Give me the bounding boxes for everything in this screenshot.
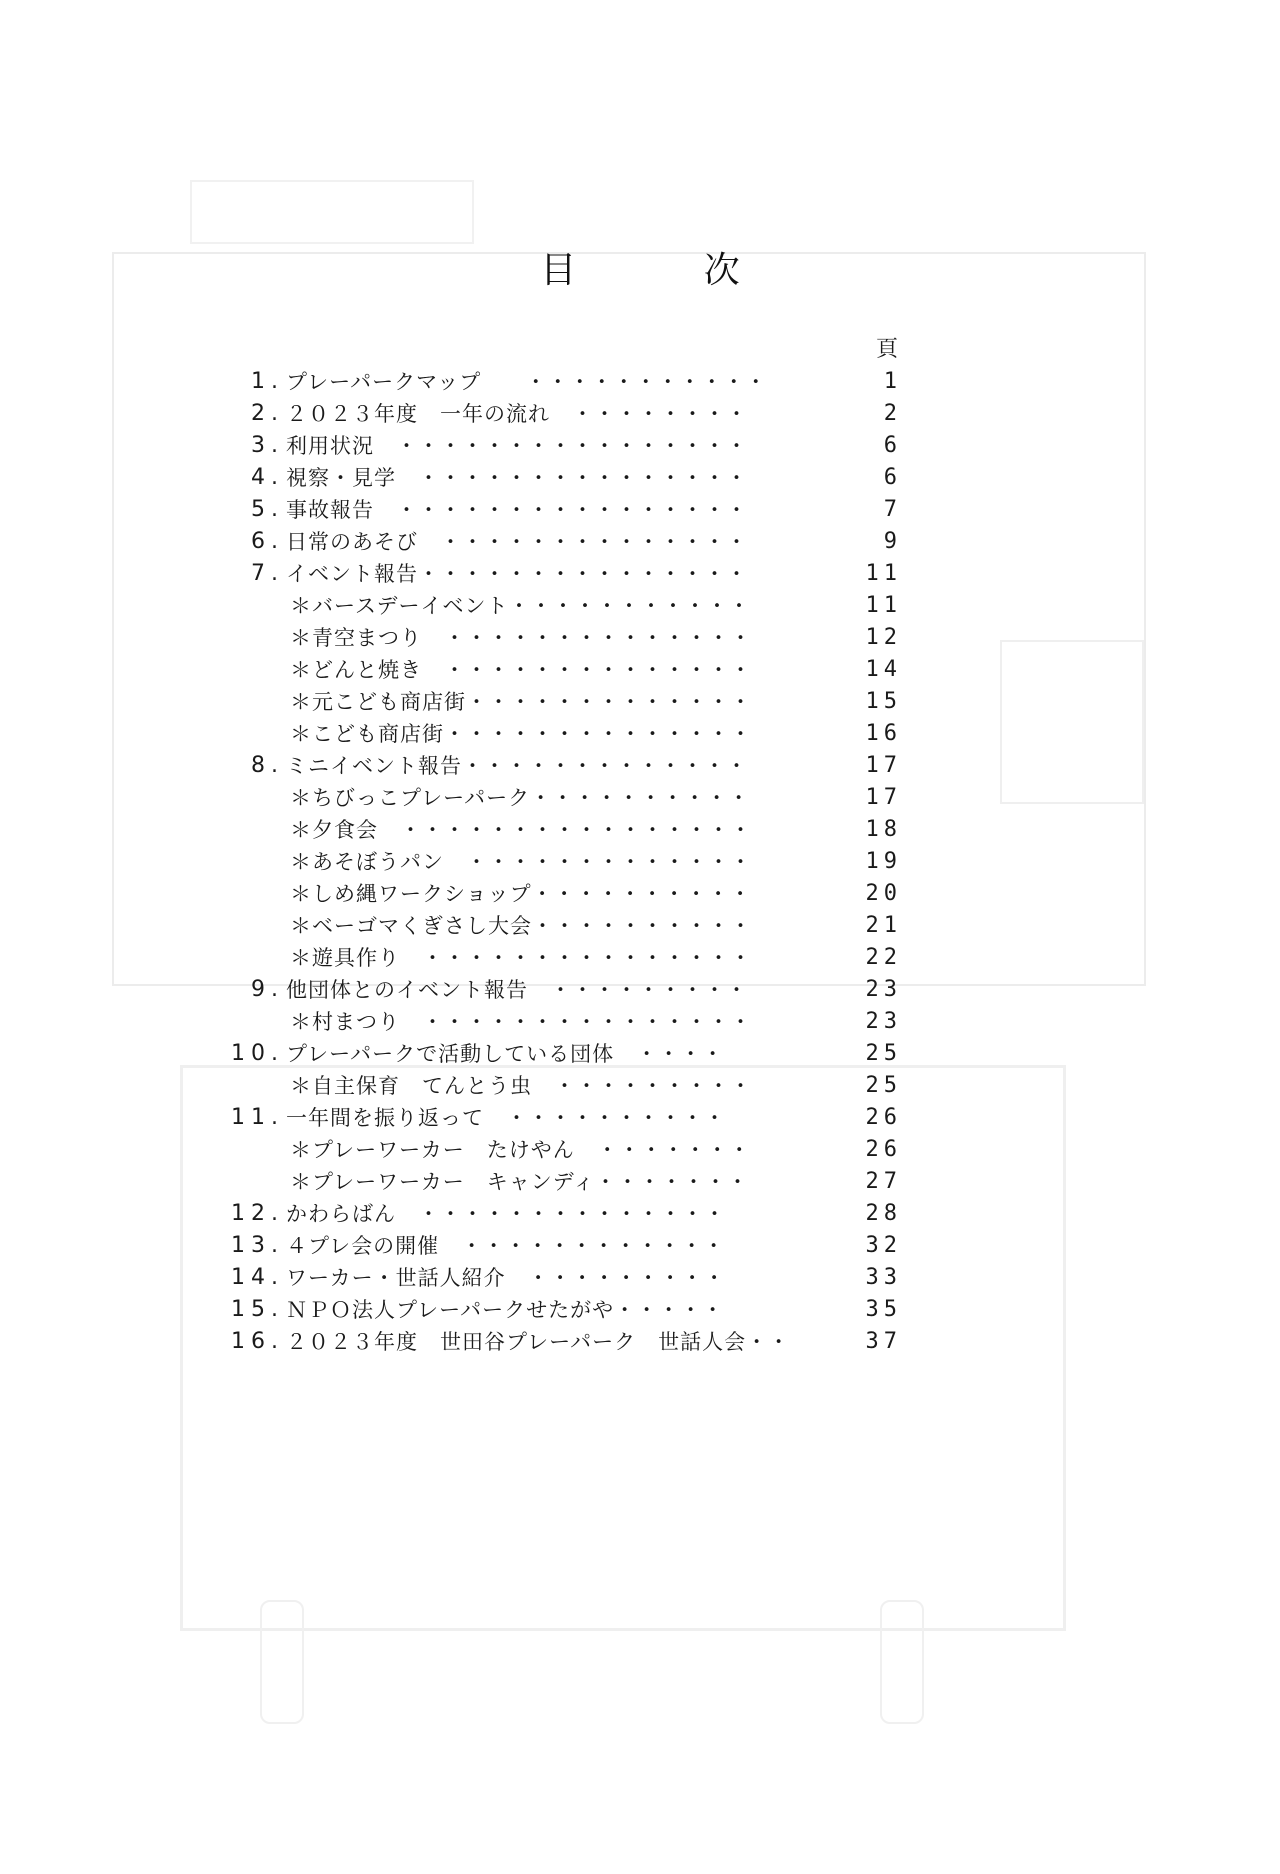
entry-label: ワーカー・世話人紹介 ・・・・・・・・・ — [286, 1266, 726, 1290]
toc-entry — [212, 1230, 902, 1262]
entry-page-number: 9 — [883, 529, 902, 554]
entry-page-number: 11 — [865, 561, 902, 586]
entry-label: 一年間を振り返って ・・・・・・・・・・ — [286, 1106, 726, 1130]
toc-entry — [212, 558, 902, 590]
entry-page-number: 28 — [865, 1201, 902, 1226]
entry-number: 4. — [251, 465, 284, 490]
entry-page-number: 2 — [883, 401, 902, 426]
entry-number: 9. — [251, 977, 284, 1002]
entry-label: 視察・見学 ・・・・・・・・・・・・・・・ — [286, 466, 748, 490]
toc-subentry — [212, 654, 902, 686]
toc-subentry — [212, 1070, 902, 1102]
toc-entry — [212, 1262, 902, 1294]
entry-page-number: 1 — [883, 369, 902, 394]
entry-label: ＊青空まつり ・・・・・・・・・・・・・・ — [290, 626, 752, 650]
toc-entry-list — [212, 366, 902, 1358]
entry-number: 1. — [251, 369, 284, 394]
entry-page-number: 22 — [865, 945, 902, 970]
entry-page-number: 25 — [865, 1041, 902, 1066]
toc-entry — [212, 494, 902, 526]
toc-entry — [212, 1102, 902, 1134]
entry-page-number: 23 — [865, 977, 902, 1002]
entry-label: ＊あそぼうパン ・・・・・・・・・・・・・ — [290, 850, 752, 874]
entry-label: ＊ちびっこプレーパーク・・・・・・・・・・ — [290, 786, 751, 810]
entry-label: ＊こども商店街・・・・・・・・・・・・・・ — [290, 722, 752, 746]
toc-entry — [212, 1326, 902, 1358]
entry-label: ４プレ会の開催 ・・・・・・・・・・・・ — [286, 1234, 726, 1258]
entry-label: ２０２３年度 一年の流れ ・・・・・・・・ — [286, 402, 748, 426]
entry-label: ＊ベーゴマくぎさし大会・・・・・・・・・・ — [290, 914, 752, 938]
entry-label: 日常のあそび ・・・・・・・・・・・・・・ — [286, 530, 748, 554]
entry-page-number: 25 — [865, 1073, 902, 1098]
toc-entry — [212, 462, 902, 494]
entry-number: 12. — [231, 1201, 284, 1226]
entry-page-number: 32 — [865, 1233, 902, 1258]
entry-label: ミニイベント報告・・・・・・・・・・・・・ — [286, 754, 748, 778]
entry-page-number: 12 — [865, 625, 902, 650]
entry-page-number: 16 — [865, 721, 902, 746]
entry-page-number: 23 — [865, 1009, 902, 1034]
entry-number: 14. — [231, 1265, 284, 1290]
entry-page-number: 15 — [865, 689, 902, 714]
entry-number: 5. — [251, 497, 284, 522]
show-through-frame — [880, 1600, 924, 1724]
table-of-contents — [212, 334, 902, 1358]
entry-label: 利用状況 ・・・・・・・・・・・・・・・・ — [286, 434, 748, 458]
entry-page-number: 26 — [865, 1105, 902, 1130]
entry-label: ２０２３年度 世田谷プレーパーク 世話人会・・ — [286, 1330, 791, 1354]
entry-page-number: 27 — [865, 1169, 902, 1194]
toc-subentry — [212, 686, 902, 718]
entry-number: 16. — [231, 1329, 284, 1354]
entry-page-number: 17 — [865, 753, 902, 778]
entry-number: 8. — [251, 753, 284, 778]
entry-label: ＊しめ縄ワークショップ・・・・・・・・・・ — [290, 882, 752, 906]
toc-subentry — [212, 1134, 902, 1166]
toc-subentry — [212, 622, 902, 654]
entry-label: ＊元こども商店街・・・・・・・・・・・・・ — [290, 690, 752, 714]
toc-subentry — [212, 910, 902, 942]
entry-page-number: 21 — [865, 913, 902, 938]
entry-label: 事故報告 ・・・・・・・・・・・・・・・・ — [286, 498, 748, 522]
entry-number: 13. — [231, 1233, 284, 1258]
entry-label: かわらばん ・・・・・・・・・・・・・・ — [286, 1202, 726, 1226]
entry-label: ＊自主保育 てんとう虫 ・・・・・・・・・ — [290, 1074, 752, 1098]
entry-page-number: 6 — [883, 433, 902, 458]
toc-entry — [212, 366, 902, 398]
entry-page-number: 35 — [865, 1297, 902, 1322]
entry-page-number: 18 — [865, 817, 902, 842]
entry-label: ＊どんと焼き ・・・・・・・・・・・・・・ — [290, 658, 752, 682]
entry-number: 3. — [251, 433, 284, 458]
entry-label: ＊プレーワーカー たけやん ・・・・・・・ — [290, 1138, 751, 1162]
toc-subentry — [212, 942, 902, 974]
entry-page-number: 20 — [865, 881, 902, 906]
toc-entry — [212, 430, 902, 462]
entry-label: プレーパークで活動している団体 ・・・・ — [286, 1042, 725, 1066]
toc-entry — [212, 750, 902, 782]
entry-label: ＊夕食会 ・・・・・・・・・・・・・・・・ — [290, 818, 752, 842]
entry-label: プレーパークマップ ・・・・・・・・・・・ — [286, 370, 768, 394]
show-through-frame — [260, 1600, 304, 1724]
entry-page-number: 14 — [865, 657, 902, 682]
toc-subentry — [212, 718, 902, 750]
entry-label: 他団体とのイベント報告 ・・・・・・・・・ — [286, 978, 748, 1002]
toc-subentry — [212, 782, 902, 814]
entry-label: ＊遊具作り ・・・・・・・・・・・・・・・ — [290, 946, 752, 970]
toc-entry — [212, 398, 902, 430]
entry-number: 7. — [251, 561, 284, 586]
entry-number: 2. — [251, 401, 284, 426]
entry-page-number: 37 — [865, 1329, 902, 1354]
entry-number: 6. — [251, 529, 284, 554]
entry-page-number: 6 — [883, 465, 902, 490]
toc-entry — [212, 1294, 902, 1326]
entry-page-number: 26 — [865, 1137, 902, 1162]
entry-label: イベント報告・・・・・・・・・・・・・・・ — [286, 562, 748, 586]
entry-page-number: 11 — [865, 593, 902, 618]
entry-page-number: 17 — [865, 785, 902, 810]
toc-entry — [212, 974, 902, 1006]
show-through-frame — [1000, 640, 1144, 804]
entry-page-number: 19 — [865, 849, 902, 874]
entry-page-number: 7 — [883, 497, 902, 522]
page-title: 目 次 — [540, 250, 798, 291]
toc-entry — [212, 526, 902, 558]
entry-number: 11. — [231, 1105, 284, 1130]
entry-number: 10. — [231, 1041, 284, 1066]
toc-entry — [212, 1198, 902, 1230]
entry-number: 15. — [231, 1297, 284, 1322]
page-column-heading: 頁 — [875, 337, 898, 362]
toc-subentry — [212, 1166, 902, 1198]
entry-page-number: 33 — [865, 1265, 902, 1290]
toc-subentry — [212, 878, 902, 910]
toc-subentry — [212, 590, 902, 622]
toc-subentry — [212, 814, 902, 846]
show-through-frame — [190, 180, 474, 244]
entry-label: ＊村まつり ・・・・・・・・・・・・・・・ — [290, 1010, 752, 1034]
entry-label: ＊バースデーイベント・・・・・・・・・・・ — [290, 594, 751, 618]
toc-entry — [212, 1038, 902, 1070]
entry-label: ＮＰＯ法人プレーパークせたがや・・・・・ — [286, 1298, 725, 1322]
entry-label: ＊プレーワーカー キャンディ・・・・・・・ — [290, 1170, 750, 1194]
toc-subentry — [212, 846, 902, 878]
toc-subentry — [212, 1006, 902, 1038]
